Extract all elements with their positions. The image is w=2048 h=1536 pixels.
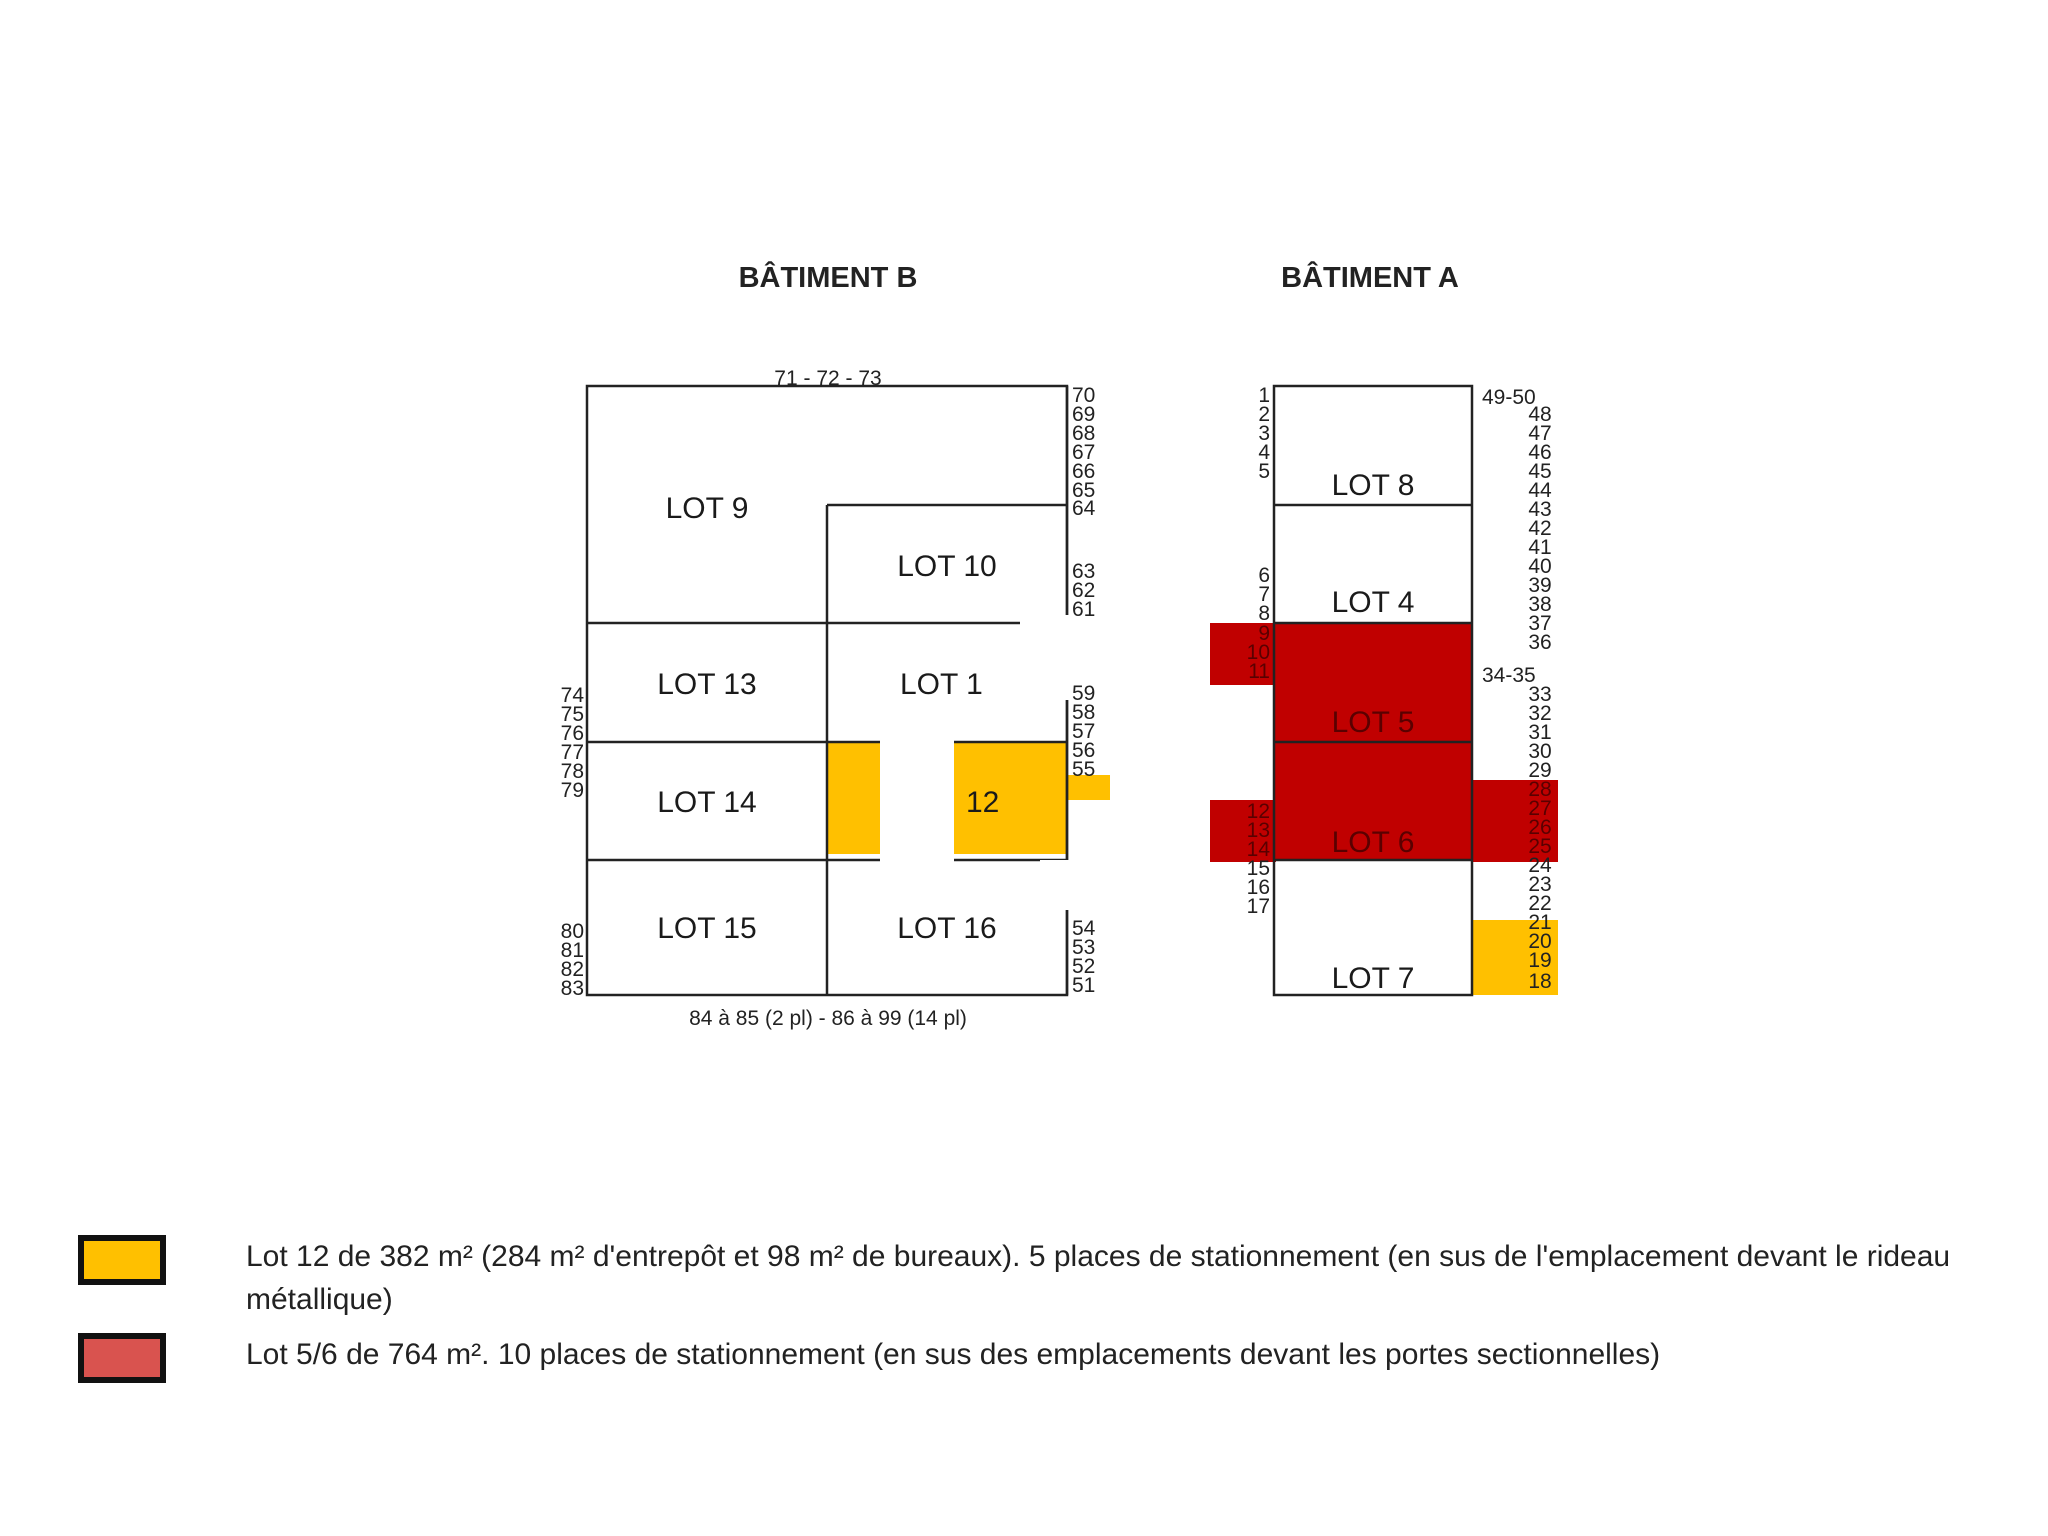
lot-16-label: LOT 16 bbox=[897, 912, 997, 945]
parking-space-number: 70 bbox=[1072, 384, 1096, 407]
building-b-title: BÂTIMENT B bbox=[738, 262, 918, 294]
parking-space-number: 33 bbox=[1528, 683, 1552, 706]
parking-space-number: 55 bbox=[1072, 758, 1096, 781]
parking-space-number: 39 bbox=[1528, 574, 1552, 597]
parking-space-number: 14 bbox=[1246, 838, 1270, 861]
lot-7-label: LOT 7 bbox=[1331, 962, 1415, 995]
parking-space-number: 10 bbox=[1246, 641, 1270, 664]
parking-space-number: 19 bbox=[1528, 949, 1552, 972]
scan-artifact bbox=[1020, 615, 1110, 700]
parking-space-number: 66 bbox=[1072, 460, 1096, 483]
parking-space-number: 58 bbox=[1072, 701, 1096, 724]
parking-space-number: 12 bbox=[1246, 800, 1270, 823]
parking-space-number: 1 bbox=[1258, 384, 1270, 407]
legend-swatch-red bbox=[78, 1333, 166, 1383]
parking-space-number: 75 bbox=[560, 703, 584, 726]
parking-space-number: 36 bbox=[1528, 631, 1552, 654]
lot-14-label: LOT 14 bbox=[657, 786, 757, 819]
parking-space-number: 11 bbox=[1248, 660, 1270, 683]
legend-item-lot-12 bbox=[78, 1235, 1986, 1321]
parking-space-number: 76 bbox=[560, 722, 584, 745]
scan-artifact bbox=[1040, 860, 1070, 910]
parking-space-number: 29 bbox=[1528, 759, 1552, 782]
parking-space-number: 34-35 bbox=[1482, 664, 1536, 687]
legend-swatch-yellow bbox=[78, 1235, 166, 1285]
lot-10-label: LOT 10 bbox=[897, 550, 997, 583]
parking-space-number: 83 bbox=[560, 977, 584, 1000]
legend-item-lot-5-6 bbox=[78, 1333, 1986, 1383]
parking-space-number: 41 bbox=[1528, 536, 1552, 559]
parking-space-number: 28 bbox=[1528, 778, 1552, 801]
parking-space-number: 24 bbox=[1528, 854, 1552, 877]
parking-space-number: 82 bbox=[560, 958, 584, 981]
parking-space-number: 31 bbox=[1528, 721, 1552, 744]
parking-space-number: 18 bbox=[1528, 970, 1552, 993]
parking-space-number: 54 bbox=[1072, 917, 1096, 940]
lot-15-label: LOT 15 bbox=[657, 912, 757, 945]
parking-space-number: 38 bbox=[1528, 593, 1552, 616]
parking-space-number: 17 bbox=[1246, 895, 1270, 918]
lot-4-label: LOT 4 bbox=[1331, 586, 1415, 619]
parking-space-number: 15 bbox=[1246, 857, 1270, 880]
parking-space-number: 43 bbox=[1528, 498, 1552, 521]
building-a-left-space-numbers bbox=[1247, 384, 1271, 918]
lot-11-label: LOT 1 bbox=[900, 668, 983, 701]
parking-space-number: 21 bbox=[1528, 911, 1552, 934]
parking-space-number: 25 bbox=[1528, 835, 1552, 858]
parking-space-number: 6 bbox=[1258, 564, 1270, 587]
parking-space-number: 44 bbox=[1528, 479, 1552, 502]
parking-space-number: 7 bbox=[1258, 583, 1270, 606]
building-b-left-space-numbers-lower bbox=[561, 920, 584, 1000]
parking-space-number: 16 bbox=[1246, 876, 1270, 899]
parking-space-number: 51 bbox=[1072, 974, 1096, 997]
parking-space-number: 77 bbox=[560, 741, 584, 764]
lot-13-label: LOT 13 bbox=[657, 668, 757, 701]
lot-8-label: LOT 8 bbox=[1331, 469, 1415, 502]
parking-space-number: 26 bbox=[1528, 816, 1552, 839]
parking-space-number: 20 bbox=[1528, 930, 1552, 953]
scan-artifact bbox=[880, 720, 954, 870]
parking-space-number: 48 bbox=[1528, 403, 1552, 426]
lot-5-label: LOT 5 bbox=[1331, 706, 1415, 739]
parking-space-number: 47 bbox=[1528, 422, 1552, 445]
parking-space-number: 3 bbox=[1258, 422, 1270, 445]
parking-space-number: 45 bbox=[1528, 460, 1552, 483]
lot-12-label: 12 bbox=[966, 786, 1000, 819]
parking-space-number: 49-50 bbox=[1482, 386, 1536, 409]
parking-space-number: 69 bbox=[1072, 403, 1096, 426]
building-a bbox=[1210, 384, 1558, 995]
parking-space-number: 2 bbox=[1258, 403, 1270, 426]
parking-space-number: 32 bbox=[1528, 702, 1552, 725]
parking-space-number: 40 bbox=[1528, 555, 1552, 578]
building-b-right-space-numbers bbox=[1072, 384, 1096, 997]
parking-space-number: 57 bbox=[1072, 720, 1096, 743]
parking-space-number: 64 bbox=[1072, 497, 1096, 520]
parking-space-number: 81 bbox=[560, 939, 584, 962]
parking-space-number: 42 bbox=[1528, 517, 1552, 540]
top-parking-label: 71 - 72 - 73 bbox=[774, 367, 882, 390]
parking-space-number: 61 bbox=[1072, 598, 1096, 621]
parking-space-number: 68 bbox=[1072, 422, 1096, 445]
parking-space-number: 30 bbox=[1528, 740, 1552, 763]
parking-space-number: 23 bbox=[1528, 873, 1552, 896]
parking-space-number: 62 bbox=[1072, 579, 1096, 602]
building-a-title: BÂTIMENT A bbox=[1281, 262, 1459, 294]
parking-space-number: 79 bbox=[560, 779, 584, 802]
lot-6-label: LOT 6 bbox=[1331, 826, 1415, 859]
building-a-right-space-numbers bbox=[1482, 386, 1552, 993]
parking-space-number: 27 bbox=[1528, 797, 1552, 820]
parking-space-number: 37 bbox=[1528, 612, 1552, 635]
parking-space-number: 53 bbox=[1072, 936, 1096, 959]
parking-space-number: 13 bbox=[1246, 819, 1270, 842]
parking-space-number: 4 bbox=[1258, 441, 1270, 464]
parking-space-number: 67 bbox=[1072, 441, 1096, 464]
lot-9-label: LOT 9 bbox=[665, 492, 749, 525]
legend-text-lot-5-6: Lot 5/6 de 764 m². 10 places de stationnement (en sus des emplacements devant les portes sectionnelles) bbox=[246, 1338, 1661, 1371]
building-b-left-space-numbers-upper bbox=[561, 684, 585, 802]
parking-space-number: 63 bbox=[1072, 560, 1096, 583]
bottom-parking-label: 84 à 85 (2 pl) - 86 à 99 (14 pl) bbox=[689, 1007, 967, 1030]
parking-space-number: 59 bbox=[1072, 682, 1096, 705]
parking-space-number: 5 bbox=[1258, 460, 1270, 483]
legend-text-lot-12: Lot 12 de 382 m² (284 m² d'entrepôt et 98 m² de bureaux). 5 places de stationnement (en sus de l'emplacement devant le rideau métallique) bbox=[246, 1240, 1951, 1316]
parking-space-number: 80 bbox=[560, 920, 584, 943]
parking-space-number: 8 bbox=[1258, 602, 1270, 625]
parking-space-number: 9 bbox=[1258, 622, 1270, 645]
parking-space-number: 22 bbox=[1528, 892, 1552, 915]
parking-space-number: 46 bbox=[1528, 441, 1552, 464]
parking-space-number: 65 bbox=[1072, 479, 1096, 502]
parking-space-number: 74 bbox=[560, 684, 584, 707]
building-b bbox=[561, 367, 1110, 1030]
parking-space-number: 56 bbox=[1072, 739, 1096, 762]
parking-space-number: 52 bbox=[1072, 955, 1096, 978]
parking-space-number: 78 bbox=[560, 760, 584, 783]
